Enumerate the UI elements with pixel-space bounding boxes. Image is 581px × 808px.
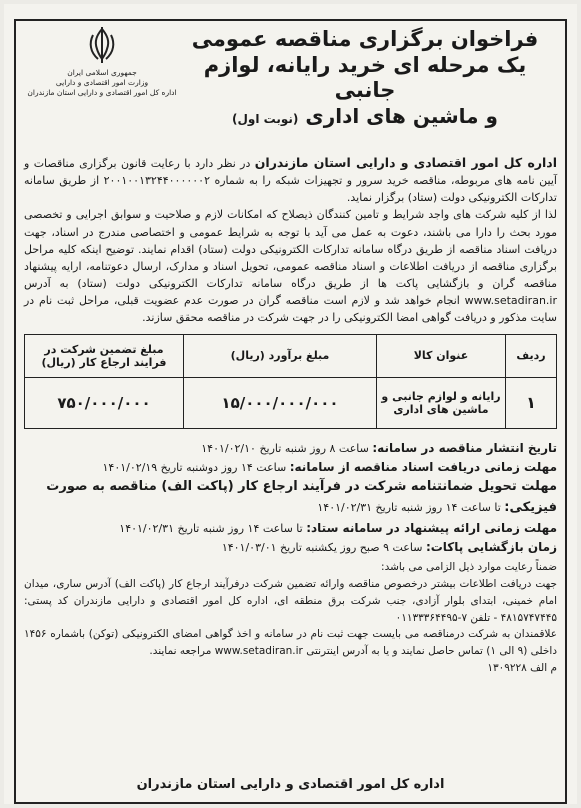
header-row-number: ردیف: [506, 334, 557, 377]
announcement-header: [16, 21, 565, 149]
note-contact-address: جهت دریافت اطلاعات بیشتر درخصوص مناقصه وارائه تضمین شرکت درفرآیند ارجاع کار (پاکت الف) آدرس ساری، میدان امام خمینی، ابتدای بلوار آزادی، جنب شرکت برق منطقه ای، اداره کل امور اقتصادی و دارایی مازندران کد پستی: ۴۸۱۵۷۴۷۴۴۵ - تلفن ۷-۰۱۱۳۳۳۶۴۴۹۵: [24, 577, 557, 624]
opening-value: ساعت ۹ صبح روز یکشنبه تاریخ ۱۴۰۱/۰۳/۰۱: [221, 540, 423, 554]
title-line-2: یک مرحله ای خرید رایانه، لوازم جانبی: [203, 52, 527, 103]
issuer-name: اداره کل امور اقتصادی و دارایی استان مازندران: [254, 155, 557, 170]
emblem-line-2: وزارت امور اقتصادی و دارایی: [55, 78, 149, 88]
publish-value: ساعت ۸ روز شنبه تاریخ ۱۴۰۱/۰۲/۱۰: [201, 441, 369, 455]
page: [4, 4, 577, 804]
announcement-body: [16, 149, 565, 326]
offer-value: تا ساعت ۱۴ روز شنبه تاریخ ۱۴۰۱/۰۲/۳۱: [119, 521, 303, 535]
title-line-3-text: و ماشین های اداری: [305, 103, 498, 128]
emblem-line-1: جمهوری اسلامی ایران: [67, 68, 137, 77]
note-registration: علاقمندان به شرکت درمناقصه می بایست جهت ثبت نام در سامانه و اخذ گواهی امضای الکترونیکی (توکن) باشماره ۱۴۵۶ داخلی (۹ الی ۱) تماس حاصل نمایند و یا به آدرس اینترنتی www.setadiran.ir مراجعه نمایند.: [24, 628, 557, 658]
header-deposit: مبلغ تضمین شرکت در فرایند ارجاع کار (ریال): [25, 334, 184, 377]
paragraph-1: [24, 153, 557, 206]
tender-items-table: [24, 334, 557, 429]
cell-estimate: ۱۵/۰۰۰/۰۰۰/۰۰۰: [184, 377, 377, 428]
header-estimate: مبلغ برآورد (ریال): [184, 334, 377, 377]
deposit-value: تا ساعت ۱۴ روز شنبه تاریخ ۱۴۰۱/۰۲/۳۱: [317, 500, 501, 514]
additional-notes: [16, 557, 565, 677]
note-requirements: ضمناً رعایت موارد ذیل الزامی می باشد:: [381, 561, 557, 574]
emblem-line-3: اداره کل امور اقتصادی و دارایی استان مازندران: [27, 88, 177, 98]
reference-number: م الف ۱۳۰۹۲۲۸: [487, 661, 557, 674]
schedule-deposit: [24, 477, 557, 519]
table-row: [25, 377, 557, 428]
schedule-docs: [24, 458, 557, 477]
title-line-3: [175, 104, 555, 128]
iran-emblem-icon: [85, 25, 119, 65]
cell-item-title: رایانه و لوازم جانبی و ماشین های اداری: [377, 377, 506, 428]
title-line-1: فراخوان برگزاری مناقصه عمومی: [191, 27, 539, 51]
paragraph-2: لذا از کلیه شرکت های واجد شرایط و تامین کنندگان ذیصلاح که امکانات لازم و صلاحیت و سوابق اجرایی و تخصصی مورد بحث را دارا می باشند، دعوت به عمل می آید با توجه به شرایط عمومی و اختصاصی مندرج در اسناد، جهت دریافت اسناد مناقصه از طریق درگاه سامانه تدارکات الکترونیکی دولت (ستاد) اقدام نمایند. توضیح اینکه کلیه مراحل برگزاری مناقصه از دریافت اطلاعات و اسناد مناقصه عمومی، تحویل اسناد و مدارک، ارسال دعوتنامه، ارایه پیشنهاد مناقصه گران و بازگشایی پاکت ها از طریق درگاه سامانه تدارکات الکترونیکی دولت (ستاد) به آدرس www.setadiran.ir انجام خواهد شد و لازم است مناقصه گران در صورت عدم عضویت قبلی، مراحل ثبت نام در سایت مذکور و دریافت گواهی امضا الکترونیکی را در جهت شرکت در مناقصه محقق سازند.: [24, 208, 557, 324]
header-item-title: عنوان کالا: [377, 334, 506, 377]
docs-value: ساعت ۱۴ روز دوشنبه تاریخ ۱۴۰۱/۰۲/۱۹: [102, 460, 287, 474]
schedule-opening: [24, 538, 557, 557]
issuer-signature: اداره کل امور اقتصادی و دارایی استان مازندران: [136, 777, 445, 792]
deposit-label: مهلت تحویل ضمانتنامه شرکت در فرآیند ارجاع کار (پاکت الف) مناقصه به صورت فیزیکی:: [46, 479, 557, 515]
docs-label: مهلت زمانی دریافت اسناد مناقصه از سامانه:: [289, 459, 557, 474]
opening-label: زمان بازگشایی پاکات:: [425, 539, 557, 554]
publish-label: تاریخ انتشار مناقصه در سامانه:: [372, 440, 557, 455]
tender-schedule: [16, 429, 565, 557]
offer-label: مهلت زمانی ارائه پیشنهاد در سامانه ستاد:: [306, 520, 557, 535]
cell-row-number: ۱: [506, 377, 557, 428]
cell-deposit: ۷۵۰/۰۰۰/۰۰۰: [25, 377, 184, 428]
paragraph-1-text: در نظر دارد با رعایت قانون برگزاری مناقصات و آیین نامه های مربوطه، مناقصه خرید سرور و تجهیزات شبکه را به شماره ۲۰۰۱۰۰۱۳۲۴۴۰۰۰۰۰۰۲ از طریق سامانه تدارکات الکترونیکی دولت (ستاد) برگزار نماید.: [24, 157, 557, 205]
announcement-frame: [14, 19, 567, 804]
title-note: (نوبت اول): [232, 111, 299, 126]
table-header-row: [25, 334, 557, 377]
government-emblem: [22, 25, 182, 98]
schedule-publish: [24, 439, 557, 458]
schedule-offer: [24, 519, 557, 538]
announcement-title: [175, 27, 555, 128]
